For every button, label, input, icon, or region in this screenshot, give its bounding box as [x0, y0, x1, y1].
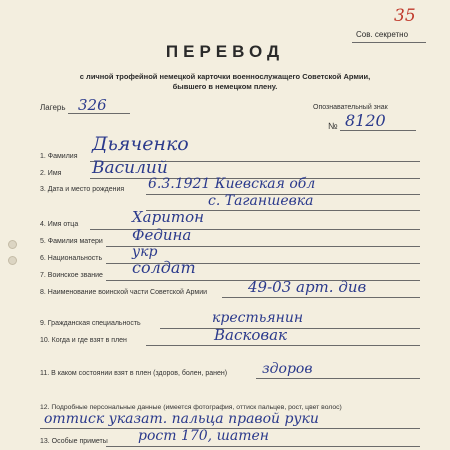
field-10-value: Васковак [214, 326, 287, 344]
field-2-label: 2. Имя [40, 170, 62, 177]
field-5-label: 5. Фамилия матери [40, 238, 103, 245]
field-9-label: 9. Гражданская специальность [40, 320, 141, 327]
field-13-label: 13. Особые приметы [40, 438, 108, 445]
field-3-value-2: с. Таганшевка [208, 193, 314, 209]
field-12-label: 12. Подробные персональные данные (имеется фотография, оттиск пальцев, рост, цвет волос) [40, 404, 342, 411]
field-3-label: 3. Дата и место рождения [40, 186, 125, 193]
punch-hole-bottom [8, 256, 17, 265]
punch-hole-top [8, 240, 17, 249]
field-4-value: Харитон [132, 208, 205, 226]
document-subtitle: с личной трофейной немецкой карточки военнослужащего Советской Армии, [79, 72, 371, 81]
page-number: 35 [394, 6, 416, 26]
field-6-value: укр [132, 244, 158, 260]
field-1-label: 1. Фамилия [40, 153, 78, 160]
field-6-label: 6. Национальность [40, 255, 103, 262]
field-3-value: 6.3.1921 Киевская обл [148, 176, 316, 192]
id-sign-value: 8120 [345, 111, 386, 130]
field-12-value: оттиск указат. пальца правой руки [44, 411, 319, 427]
document-subtitle-2: бывшего в немецком плену. [172, 82, 278, 91]
field-4-label: 4. Имя отца [40, 221, 79, 228]
field-9-value: крестьянин [212, 310, 304, 326]
id-sign-prefix: № [328, 121, 338, 131]
field-11-label: 11. В каком состоянии взят в плен (здоров, болен, ранен) [40, 370, 228, 377]
camp-value: 326 [78, 96, 107, 114]
field-5-value: Федина [132, 226, 192, 244]
field-7-label: 7. Воинское звание [40, 272, 103, 279]
field-13-value: рост 170, шатен [138, 428, 269, 444]
field-11-value: здоров [262, 361, 313, 377]
classification-stamp: Сов. секретно [356, 30, 409, 39]
id-sign-label: Опознавательный знак [313, 104, 388, 111]
document-title: ПЕРЕВОД [165, 42, 285, 61]
camp-label: Лагерь [40, 103, 66, 112]
field-8-value: 49-03 арт. див [248, 278, 367, 296]
field-10-label: 10. Когда и где взят в плен [40, 337, 127, 344]
field-7-value: солдат [132, 258, 196, 277]
field-8-label: 8. Наименование воинской части Советской Армии [40, 289, 208, 296]
field-2-value: Василий [92, 158, 168, 178]
field-1-value: Дьяченко [92, 133, 189, 155]
